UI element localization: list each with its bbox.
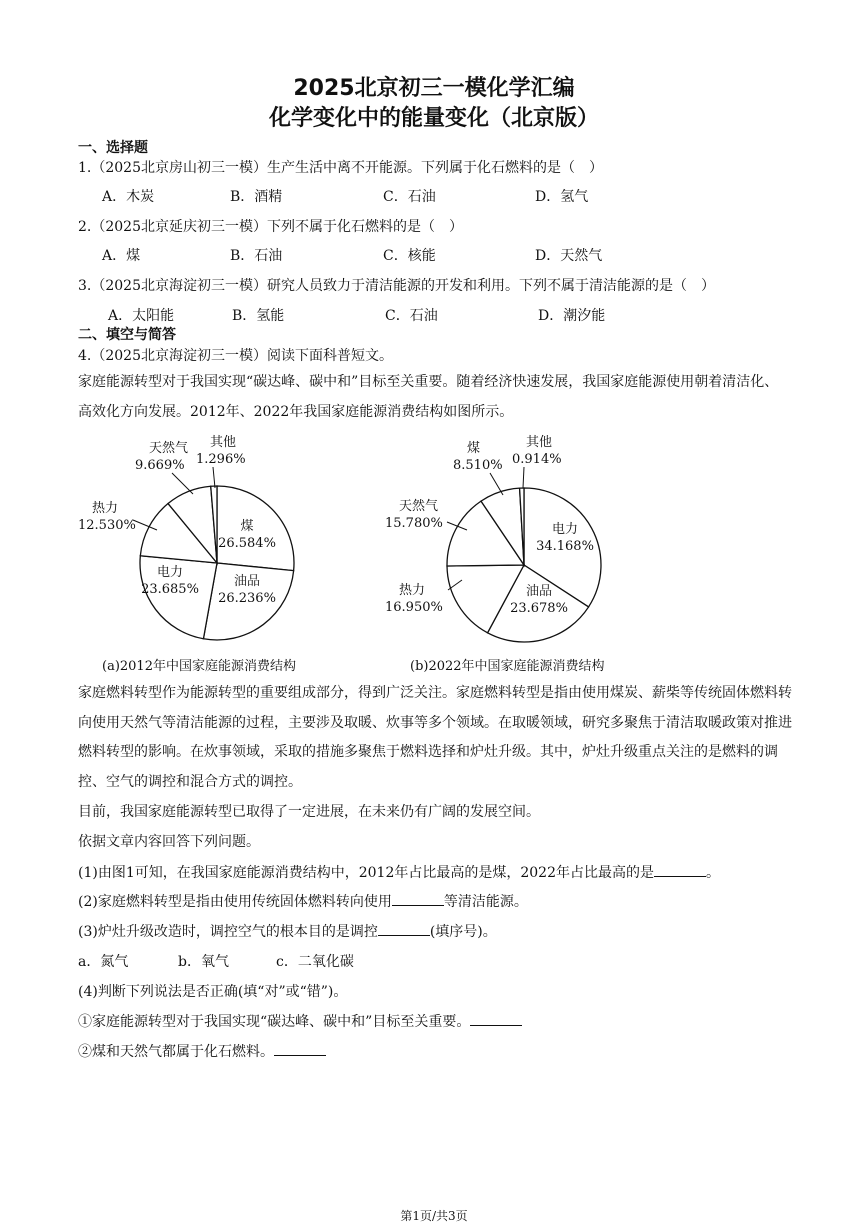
q2-option-d: D．天然气 bbox=[535, 248, 603, 264]
slice-name-1-0: 电力 bbox=[551, 522, 579, 537]
q3-option-d: D．潮汐能 bbox=[538, 308, 606, 324]
slice-value-0-5: 1.296% bbox=[196, 452, 246, 467]
q1-option-d: D．氢气 bbox=[535, 189, 589, 205]
sub-question-3-end: (填序号)。 bbox=[429, 924, 497, 940]
slice-value-0-3: 12.530% bbox=[78, 518, 136, 533]
sub3-option-b: b．氧气 bbox=[178, 954, 229, 970]
q3-option-a: A．太阳能 bbox=[108, 308, 175, 324]
slice-value-1-4: 8.510% bbox=[453, 458, 503, 473]
sub-question-2 bbox=[78, 891, 528, 911]
page-number: 第1页/共3页 bbox=[400, 1209, 468, 1223]
slice-name-0-4: 天然气 bbox=[149, 441, 189, 456]
sub-question-4-1-text: ①家庭能源转型对于我国实现“碳达峰、碳中和”目标至关重要。 bbox=[78, 1014, 471, 1030]
q3-option-b: B．氢能 bbox=[232, 308, 285, 324]
answer-blank-4-1[interactable] bbox=[470, 1011, 522, 1026]
sub-question-2-text: (2)家庭燃料转型是指由使用传统固体燃料转向使用 bbox=[78, 894, 392, 910]
slice-value-0-0: 26.584% bbox=[218, 536, 276, 551]
sub-question-4-2-text: ②煤和天然气都属于化石燃料。 bbox=[78, 1044, 274, 1060]
slice-name-0-1: 油品 bbox=[233, 574, 261, 589]
question-3-stem: 3.（2025北京海淀初三一模）研究人员致力于清洁能源的开发和利用。下列不属于清洁能源的是（ ） bbox=[78, 278, 715, 294]
q2-option-a: A．煤 bbox=[102, 248, 141, 264]
slice-value-0-4: 9.669% bbox=[135, 458, 185, 473]
leader-line-1-4 bbox=[490, 473, 503, 495]
slice-value-0-1: 26.236% bbox=[218, 591, 276, 606]
q3-option-c: C．石油 bbox=[385, 308, 438, 324]
answer-blank-2[interactable] bbox=[392, 891, 444, 906]
slice-value-1-2: 16.950% bbox=[385, 600, 443, 615]
sub-question-3-text: (3)炉灶升级改造时，调控空气的根本目的是调控 bbox=[78, 924, 378, 940]
chart-caption-2012: (a)2012年中国家庭能源消费结构 bbox=[102, 659, 296, 674]
chart-caption-2022: (b)2022年中国家庭能源消费结构 bbox=[410, 659, 605, 674]
slice-name-1-3: 天然气 bbox=[399, 499, 439, 514]
slice-value-1-5: 0.914% bbox=[512, 452, 562, 467]
slice-value-0-2: 23.685% bbox=[141, 582, 199, 597]
sub-question-4-2 bbox=[78, 1041, 326, 1061]
sub-question-2-end: 等清洁能源。 bbox=[443, 894, 528, 910]
sub3-option-c: c．二氧化碳 bbox=[276, 954, 354, 970]
article-paragraph-3: 目前，我国家庭能源转型已取得了一定进展，在未来仍有广阔的发展空间。 bbox=[78, 804, 540, 820]
slice-name-0-0: 煤 bbox=[240, 519, 254, 534]
q2-option-c: C．核能 bbox=[383, 248, 436, 264]
slice-name-1-2: 热力 bbox=[399, 583, 426, 598]
pie-chart-2022 bbox=[385, 434, 601, 642]
section-heading-fill: 二、填空与简答 bbox=[78, 327, 176, 343]
q2-option-b: B．石油 bbox=[230, 248, 283, 264]
sub-question-3 bbox=[78, 921, 497, 941]
sub-question-4: (4)判断下列说法是否正确(填“对”或“错”)。 bbox=[78, 984, 348, 1000]
slice-value-1-3: 15.780% bbox=[385, 516, 443, 531]
article-paragraph-1: 家庭能源转型对于我国实现“碳达峰、碳中和”目标至关重要。随着经济快速发展，我国家庭能源使用朝着清洁化、高效化方向发展。2012年、2022年我国家庭能源消费结构如图所示。 bbox=[78, 374, 779, 420]
answer-blank-3[interactable] bbox=[378, 921, 430, 936]
slice-value-1-0: 34.168% bbox=[536, 539, 594, 554]
pie-slice-0-0 bbox=[217, 486, 294, 571]
question-2-stem: 2.（2025北京延庆初三一模）下列不属于化石燃料的是（ ） bbox=[78, 219, 463, 235]
question-4-stem: 4.（2025北京海淀初三一模）阅读下面科普短文。 bbox=[78, 348, 393, 364]
slice-name-1-5: 其他 bbox=[526, 435, 553, 450]
sub3-option-a: a．氮气 bbox=[78, 954, 129, 970]
slice-name-0-3: 热力 bbox=[92, 501, 119, 516]
slice-name-0-5: 其他 bbox=[210, 435, 237, 450]
sub-question-1-text: (1)由图1可知，在我国家庭能源消费结构中，2012年占比最高的是煤，2022年占比最高的是 bbox=[78, 865, 654, 881]
q1-option-c: C．石油 bbox=[383, 189, 436, 205]
pie-chart-2012 bbox=[78, 434, 294, 640]
q1-option-a: A．木炭 bbox=[102, 189, 155, 205]
slice-name-1-1: 油品 bbox=[525, 584, 553, 599]
document-subtitle: 化学变化中的能量变化（北京版） bbox=[268, 106, 599, 131]
leader-line-0-5 bbox=[213, 467, 215, 488]
sub-question-4-1 bbox=[78, 1011, 522, 1031]
document-title: 2025北京初三一模化学汇编 bbox=[293, 76, 575, 101]
leader-line-1-5 bbox=[523, 467, 524, 488]
question-1-stem: 1.（2025北京房山初三一模）生产生活中离不开能源。下列属于化石燃料的是（ ） bbox=[78, 160, 603, 176]
sub-question-1-end: 。 bbox=[706, 865, 720, 881]
answer-blank-1[interactable] bbox=[654, 862, 706, 877]
leader-line-0-4 bbox=[172, 473, 193, 494]
q1-option-b: B．酒精 bbox=[230, 189, 283, 205]
answer-blank-4-2[interactable] bbox=[274, 1041, 326, 1056]
instructions: 依据文章内容回答下列问题。 bbox=[78, 834, 260, 850]
slice-value-1-1: 23.678% bbox=[510, 601, 568, 616]
section-heading-choice: 一、选择题 bbox=[78, 140, 148, 156]
article-paragraph-2: 家庭燃料转型作为能源转型的重要组成部分，得到广泛关注。家庭燃料转型是指由使用煤炭、薪柴等传统固体燃料转向使用天然气等清洁能源的过程，主要涉及取暖、炊事等多个领域。在取暖领域，研究多聚焦于清洁取暖政策对推进燃料转型的影响。在炊事领域，采取的措施多聚焦于燃料选择和炉灶升级。其中，炉灶升级重点关注的是燃料的调控、空气的调控和混合方式的调控。 bbox=[78, 685, 792, 790]
slice-name-1-4: 煤 bbox=[467, 441, 481, 456]
sub-question-1 bbox=[78, 862, 720, 882]
energy-pie-charts bbox=[0, 430, 868, 670]
slice-name-0-2: 电力 bbox=[156, 565, 184, 580]
